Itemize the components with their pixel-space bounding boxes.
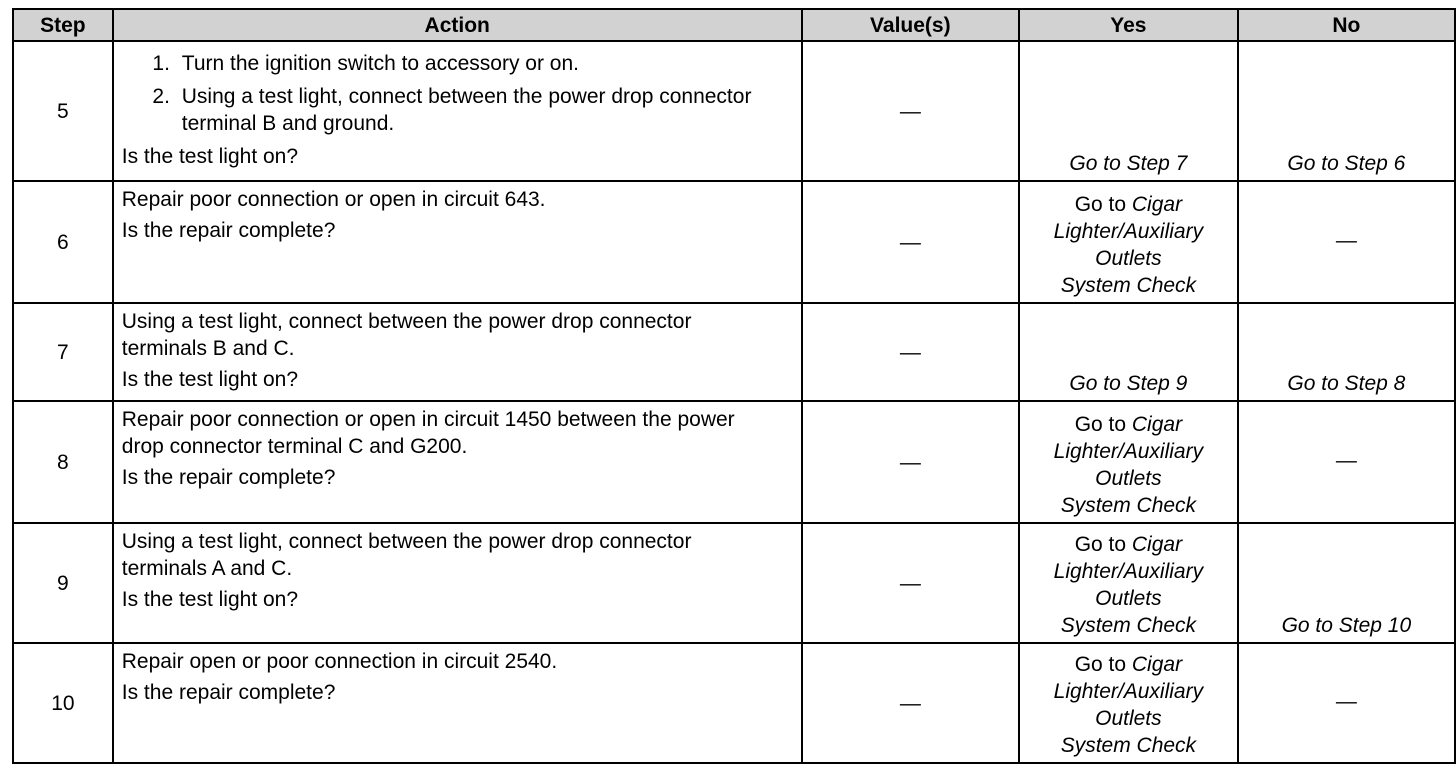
table-row (13, 181, 1455, 303)
value-cell: — (802, 401, 1019, 523)
header-no: No (1238, 9, 1455, 41)
table-row (13, 401, 1455, 523)
yes-prefix: Go to (1074, 653, 1132, 676)
action-cell (113, 643, 802, 763)
action-text: Using a test light, connect between the power drop connector terminals B and C. (121, 310, 692, 360)
yes-link-text[interactable]: Lighter/Auxiliary (1053, 440, 1204, 463)
action-cell (113, 41, 802, 181)
yes-link[interactable] (1019, 523, 1238, 643)
table-row (13, 303, 1455, 401)
yes-prefix: Go to (1074, 413, 1132, 436)
yes-link-text[interactable]: System Check (1060, 734, 1197, 757)
header-action: Action (113, 9, 802, 41)
header-values: Value(s) (802, 9, 1019, 41)
step-number: 5 (13, 41, 113, 181)
header-step: Step (13, 9, 113, 41)
table-row (13, 523, 1455, 643)
action-cell (113, 523, 802, 643)
no-link[interactable]: Go to Step 10 (1238, 523, 1455, 643)
yes-link-text[interactable]: Outlets (1095, 587, 1162, 610)
yes-link[interactable]: Go to Step 9 (1019, 303, 1238, 401)
yes-prefix: Go to (1074, 533, 1132, 556)
yes-link-text[interactable]: System Check (1060, 494, 1197, 517)
action-question: Is the test light on? (121, 588, 299, 611)
yes-link[interactable]: Go to Step 7 (1019, 41, 1238, 181)
no-cell: — (1238, 401, 1455, 523)
action-question: Is the test light on? (121, 368, 299, 391)
no-cell: — (1238, 181, 1455, 303)
yes-link-text[interactable]: System Check (1060, 274, 1197, 297)
step-number: 8 (13, 401, 113, 523)
list-item: 2. Using a test light, connect between the power drop connector terminal B and ground. (176, 83, 793, 137)
action-question: Is the test light on? (121, 145, 299, 168)
yes-link-text[interactable]: Outlets (1095, 467, 1162, 490)
no-cell: — (1238, 643, 1455, 763)
yes-link-text[interactable]: Cigar (1131, 413, 1183, 436)
yes-link-text[interactable]: Cigar (1131, 533, 1183, 556)
action-cell (113, 181, 802, 303)
action-text: Repair poor connection or open in circuit 1450 between the power drop connector terminal C and G200. (121, 408, 735, 458)
step-number: 7 (13, 303, 113, 401)
yes-link[interactable] (1019, 181, 1238, 303)
header-row (13, 9, 1455, 41)
value-cell: — (802, 41, 1019, 181)
yes-link-text[interactable]: Lighter/Auxiliary (1053, 680, 1204, 703)
step-number: 6 (13, 181, 113, 303)
action-text: Repair poor connection or open in circuit 643. (121, 188, 546, 211)
yes-link-text[interactable]: Outlets (1095, 707, 1162, 730)
action-question: Is the repair complete? (121, 466, 336, 489)
action-steps-list (122, 50, 793, 137)
yes-link-text[interactable]: Cigar (1131, 193, 1183, 216)
action-cell (113, 401, 802, 523)
action-question: Is the repair complete? (121, 681, 336, 704)
step-number: 10 (13, 643, 113, 763)
value-cell: — (802, 303, 1019, 401)
yes-link-text[interactable]: System Check (1060, 614, 1197, 637)
header-yes: Yes (1019, 9, 1238, 41)
value-cell: — (802, 523, 1019, 643)
action-question: Is the repair complete? (121, 219, 336, 242)
no-link[interactable]: Go to Step 8 (1238, 303, 1455, 401)
yes-link[interactable] (1019, 643, 1238, 763)
value-cell: — (802, 643, 1019, 763)
yes-link-text[interactable]: Lighter/Auxiliary (1053, 560, 1204, 583)
action-text: Repair open or poor connection in circuit 2540. (121, 650, 558, 673)
yes-link-text[interactable]: Cigar (1131, 653, 1183, 676)
action-cell (113, 303, 802, 401)
value-cell: — (802, 181, 1019, 303)
yes-link-text[interactable]: Lighter/Auxiliary (1053, 220, 1204, 243)
action-text: Using a test light, connect between the power drop connector terminals A and C. (121, 530, 692, 580)
step-number: 9 (13, 523, 113, 643)
table-row (13, 643, 1455, 763)
yes-prefix: Go to (1074, 193, 1132, 216)
no-link[interactable]: Go to Step 6 (1238, 41, 1455, 181)
yes-link[interactable] (1019, 401, 1238, 523)
yes-link-text[interactable]: Outlets (1095, 247, 1162, 270)
table-row (13, 41, 1455, 181)
diagnostic-table (12, 8, 1456, 764)
list-item: 1. Turn the ignition switch to accessory or on. (176, 50, 793, 77)
